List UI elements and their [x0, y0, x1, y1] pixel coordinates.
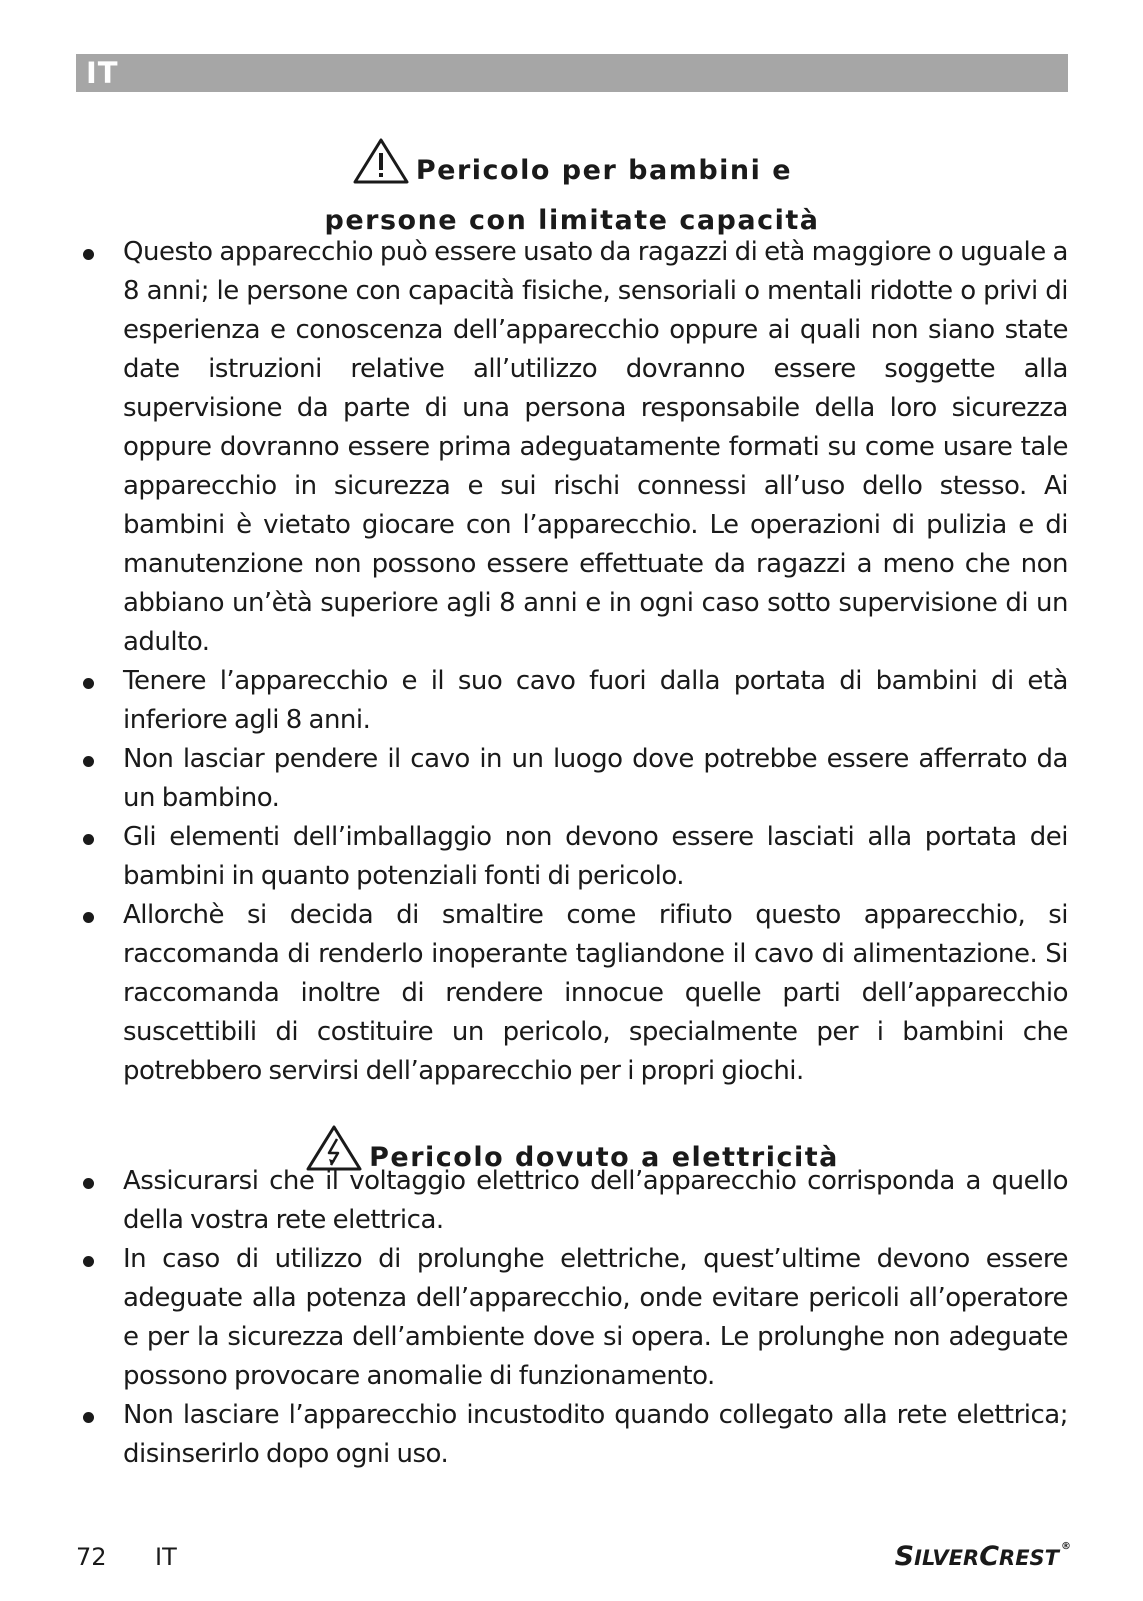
children-danger-list — [76, 233, 1068, 1091]
section-title-line-1 — [76, 137, 1068, 196]
bullet-icon — [83, 1412, 94, 1423]
list-item: Tenere l’apparecchio e il suo cavo fuori dalla portata di bambini di età inferiore agli 8 anni. — [76, 662, 1068, 740]
section-title-text: Pericolo dovuto a elettricità — [369, 1142, 839, 1173]
section-title-children-danger — [76, 137, 1068, 246]
list-item: Allorchè si decida di smaltire come rifiuto questo apparecchio, si raccomanda di renderlo inoperante tagliandone il cavo di alimentazione. Si raccomanda inoltre di rendere innocue quelle parti dell’apparecchio suscettibili di costituire un pericolo, specialmente per i bambini che potrebbero servirsi dell’apparecchio per i propri giochi. — [76, 896, 1068, 1091]
language-code: IT — [86, 56, 119, 90]
list-item: In caso di utilizzo di prolunghe elettriche, quest’ultime devono essere adeguate alla potenza dell’apparecchio, onde evitare pericoli all’operatore e per la sicurezza dell’ambiente dove si opera. Le prolunghe non adeguate possono provocare anomalie di funzionamento. — [76, 1240, 1068, 1396]
brand-logo: SILVERCREST ® — [894, 1541, 1071, 1572]
list-item: Questo apparecchio può essere usato da ragazzi di età maggiore o uguale a 8 anni; le persone con capacità fisiche, sensoriali o mentali ridotte o privi di esperienza e conoscenza dell’apparecchio oppure ai quali non siano state date istruzioni relative all’utilizzo dovranno essere soggette alla supervisione da parte di una persona responsabile della loro sicurezza oppure dovranno essere prima adeguatamente formati su come usare tale apparecchio in sicurezza e sui rischi connessi all’uso dello stesso. Ai bambini è vietato giocare con l’apparecchio. Le operazioni di pulizia e di manutenzione non possono essere effettuate da ragazzi a meno che non abbiano un’ètà superiore agli 8 anni e in ogni caso sotto supervisione di un adulto. — [76, 233, 1068, 662]
bullet-icon — [83, 834, 94, 845]
warning-triangle-icon — [352, 137, 410, 185]
list-item: Non lasciar pendere il cavo in un luogo dove potrebbe essere afferrato da un bambino. — [76, 740, 1068, 818]
electric-danger-list — [76, 1162, 1068, 1474]
section-title-text-1: Pericolo per bambini e — [415, 155, 793, 186]
list-item: Gli elementi dell’imballaggio non devono essere lasciati alla portata dei bambini in quanto potenziali fonti di pericolo. — [76, 818, 1068, 896]
page-number: 72 — [76, 1543, 107, 1571]
bullet-icon — [83, 756, 94, 767]
bullet-icon — [83, 678, 94, 689]
bullet-icon — [83, 1256, 94, 1267]
section-title-line-2: persone con limitate capacità — [324, 205, 820, 236]
language-header-bar — [76, 54, 1068, 92]
bullet-icon — [83, 249, 94, 260]
list-item: Non lasciare l’apparecchio incustodito quando collegato alla rete elettrica; disinserirlo dopo ogni uso. — [76, 1396, 1068, 1474]
footer-language-code: IT — [155, 1543, 177, 1571]
bullet-icon — [83, 912, 94, 923]
list-item: Assicurarsi che il voltaggio elettrico dell’apparecchio corrisponda a quello della vostra rete elettrica. — [76, 1162, 1068, 1240]
bullet-icon — [83, 1178, 94, 1189]
